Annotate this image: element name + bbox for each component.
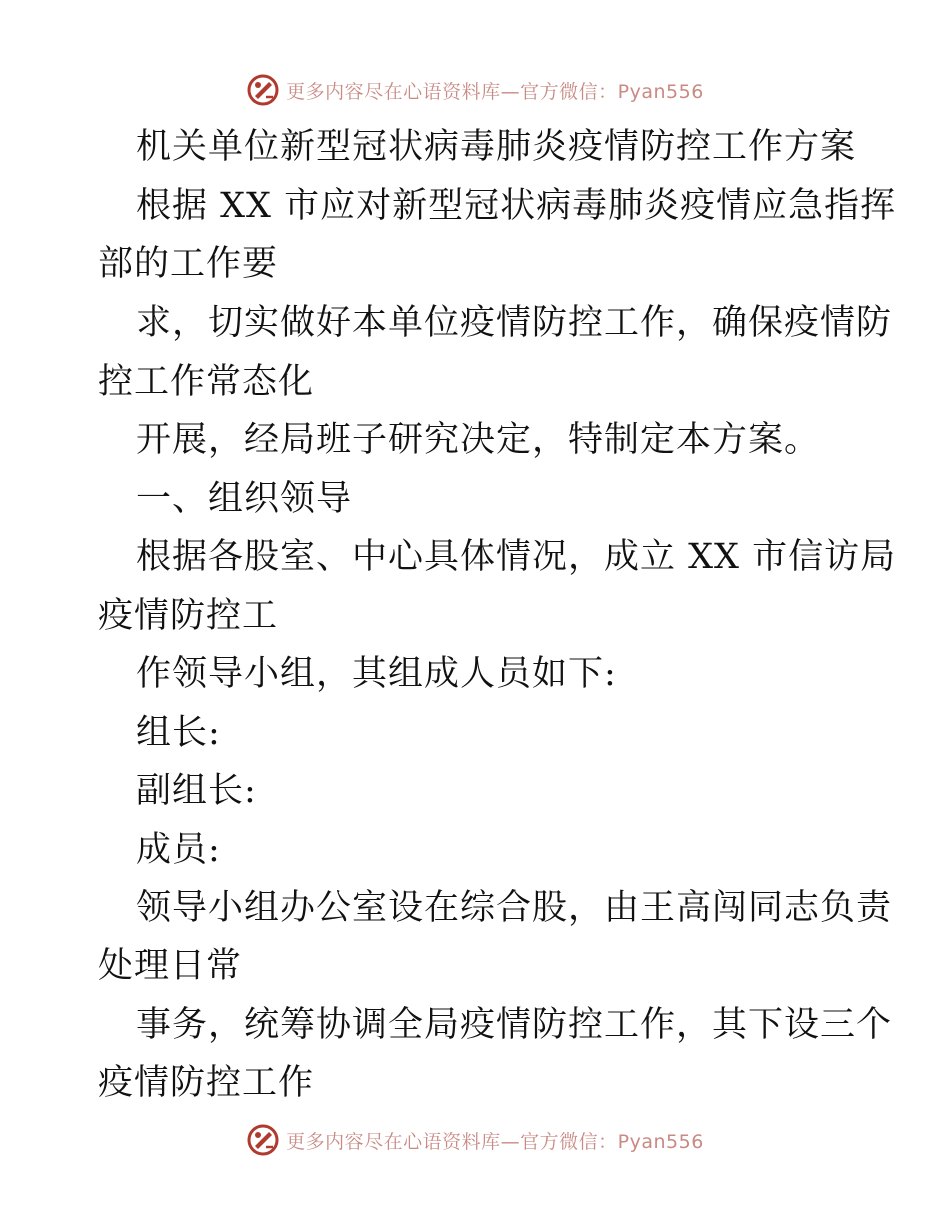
watermark-text: 更多内容尽在心语资料库—官方微信：Pyan556 xyxy=(286,80,704,103)
paragraph-line: 领导小组办公室设在综合股，由王高闯同志负责 xyxy=(136,888,893,928)
watermark-header xyxy=(0,72,950,108)
paragraph-line: 根据 XX 市应对新型冠状病毒肺炎疫情应急指挥 xyxy=(136,186,897,226)
paragraph-line: 求，切实做好本单位疫情防控工作，确保疫情防 xyxy=(136,303,893,343)
paragraph-line: 事务，统筹协调全局疫情防控工作，其下设三个 xyxy=(136,1005,893,1045)
paragraph-line: 成员: xyxy=(136,830,221,870)
paragraph-line: 处理日常 xyxy=(98,946,243,986)
paragraph-line: 疫情防控工 xyxy=(98,596,279,636)
paragraph-line: 开展，经局班子研究决定，特制定本方案。 xyxy=(136,420,821,460)
watermark-text: 更多内容尽在心语资料库—官方微信：Pyan556 xyxy=(286,1130,704,1153)
paragraph-line: 部的工作要 xyxy=(98,244,279,284)
paragraph-line: 作领导小组，其组成人员如下: xyxy=(136,654,617,694)
paragraph-line: 疫情防控工作 xyxy=(98,1063,315,1103)
paragraph-line: 副组长: xyxy=(136,771,257,811)
logo-icon xyxy=(246,1123,280,1157)
document-title: 机关单位新型冠状病毒肺炎疫情防控工作方案 xyxy=(136,127,857,167)
paragraph-line: 控工作常态化 xyxy=(98,362,315,402)
section-heading: 一、组织领导 xyxy=(136,479,353,519)
watermark-footer xyxy=(0,1122,950,1158)
paragraph-line: 根据各股室、中心具体情况，成立 XX 市信访局 xyxy=(136,537,897,577)
paragraph-line: 组长: xyxy=(136,713,221,753)
logo-icon xyxy=(246,73,280,107)
